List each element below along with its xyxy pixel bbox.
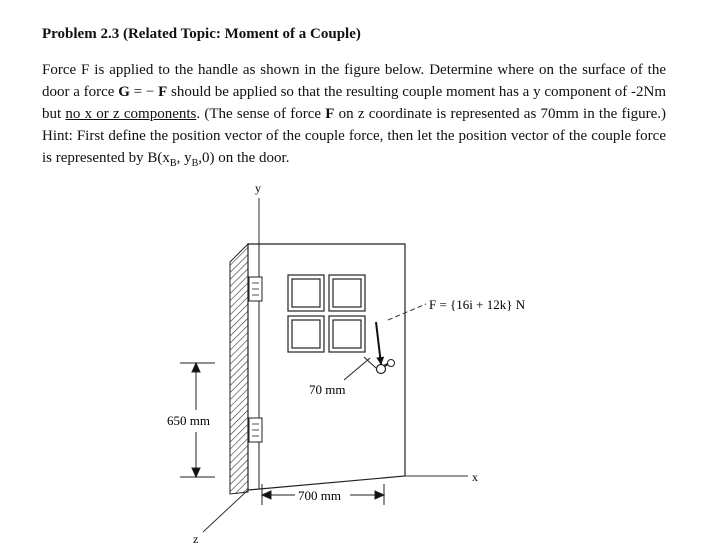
dim-650-label: 650 mm — [167, 413, 210, 428]
statement-part-5: ,0) on the door. — [198, 150, 290, 166]
comma-y: , y — [176, 150, 192, 166]
y-axis-label: y — [255, 181, 261, 195]
statement-part-1: Force F is applied to the handle as shown in the figure below. Determine where on the surface of the door a force — [42, 62, 666, 100]
problem-title: Problem 2.3 (Related Topic: Moment of a Couple) — [42, 26, 361, 42]
hinge-top — [249, 277, 262, 301]
statement-part-4: on z coordinate is represented as 70mm in the figure.) Hint: First define the position vector of the couple force, then let the position vector of the couple force is represented by B(x — [42, 106, 667, 166]
z-axis-label: z — [193, 532, 199, 546]
wall — [230, 244, 248, 494]
subscript-b-1: B — [169, 158, 177, 169]
underlined-condition: no x or z components — [65, 106, 197, 122]
x-axis-label: x — [472, 470, 478, 484]
equals-minus: = − — [129, 84, 159, 100]
force-label: F = {16i + 12k} N — [429, 297, 526, 312]
dim-700-label: 700 mm — [298, 488, 341, 503]
subscript-b-2: B — [191, 158, 199, 169]
vector-f-2: F — [325, 106, 335, 122]
vector-g: G — [118, 84, 130, 100]
hinge-bottom — [249, 418, 262, 442]
vector-f: F — [158, 84, 168, 100]
dim-70-label: 70 mm — [309, 382, 346, 397]
statement-part-2: should be applied so that the resulting couple moment has a y component of -2Nm but — [42, 84, 666, 122]
z-axis — [203, 490, 248, 532]
statement-part-3: . (The sense of force — [196, 106, 326, 122]
